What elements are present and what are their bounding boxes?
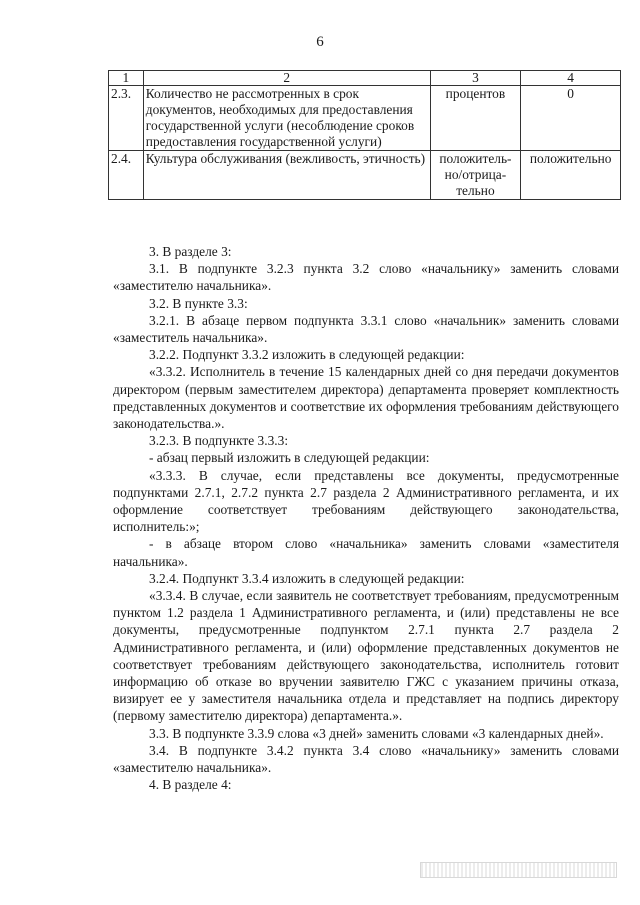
table-header-row bbox=[109, 71, 621, 86]
table-row bbox=[109, 151, 621, 200]
paragraph: 3.2.1. В абзаце первом подпункта 3.3.1 слово «начальник» заменить словами «заместитель начальника». bbox=[113, 312, 619, 346]
paragraph: «3.3.2. Исполнитель в течение 15 календарных дней со дня передачи документов директором (первым заместителем директора) департамента проверяет комплектность представленных документов и соответствие их оформления требованиям действующего законодательства.». bbox=[113, 364, 619, 432]
unit-cell: процентов bbox=[430, 86, 521, 151]
paragraph: «3.3.4. В случае, если заявитель не соответствует требованиям, предусмотренным пунктом 1.2 раздела 1 Административного регламента, и (или) представлены не все документы, предусмотренные подпунктом 2.7.1 пункта 2.7 раздела 2 Административного регламента, и (или) оформление представленных документов не соответствует требованиям действующего законодательства, исполнитель готовит информацию об отказе во вручении заявителю ГЖС с указанием причины отказа, визирует ее у заместителя начальника отдела и представляет на подпись директору (первому заместителю директора) департамента.». bbox=[113, 588, 619, 724]
value-cell: 0 bbox=[521, 86, 621, 151]
table-row bbox=[109, 86, 621, 151]
paragraph: 3.3. В подпункте 3.3.9 слова «3 дней» заменить словами «3 календарных дней». bbox=[149, 725, 604, 741]
faint-stamp-mark bbox=[420, 862, 617, 878]
indicators-table bbox=[108, 70, 621, 200]
row-number-cell: 2.3. bbox=[109, 86, 144, 151]
paragraph: 3.2.2. Подпункт 3.3.2 изложить в следующей редакции: bbox=[149, 347, 465, 363]
paragraph: 3. В разделе 3: bbox=[149, 244, 232, 259]
paragraph: 3.2.4. Подпункт 3.3.4 изложить в следующей редакции: bbox=[149, 570, 465, 586]
header-cell-2: 2 bbox=[143, 71, 430, 86]
paragraph: 3.2.3. В подпункте 3.3.3: bbox=[149, 433, 289, 449]
page-number: 6 bbox=[316, 34, 324, 50]
unit-cell: положитель-но/отрица-тельно bbox=[430, 151, 521, 200]
indicator-name-cell: Количество не рассмотренных в срок документов, необходимых для предоставления государственной услуги (несоблюдение сроков предоставления государственной услуги) bbox=[143, 86, 430, 151]
paragraph: 4. В разделе 4: bbox=[149, 777, 232, 793]
header-cell-3: 3 bbox=[430, 71, 521, 86]
header-cell-1: 1 bbox=[109, 71, 144, 86]
paragraph: - абзац первый изложить в следующей редакции: bbox=[149, 450, 430, 466]
paragraph: - в абзаце втором слово «начальника» заменить словами «заместителя начальника». bbox=[113, 536, 619, 569]
indicator-name-cell: Культура обслуживания (вежливость, этичность) bbox=[143, 151, 430, 200]
paragraph: 3.4. В подпункте 3.4.2 пункта 3.4 слово «начальнику» заменить словами «заместителю начальника». bbox=[113, 742, 619, 776]
paragraph: 3.1. В подпункте 3.2.3 пункта 3.2 слово «начальнику» заменить словами «заместителю начальника». bbox=[113, 261, 619, 294]
value-cell: положительно bbox=[521, 151, 621, 200]
row-number-cell: 2.4. bbox=[109, 151, 144, 200]
document-body bbox=[113, 243, 619, 794]
paragraph: «3.3.3. В случае, если представлены все документы, предусмотренные подпунктами 2.7.1, 2.7.2 пункта 2.7 раздела 2 Административного регламента, и их оформление соответствует требованиям действующего законодательства, исполнитель:»; bbox=[113, 467, 619, 535]
paragraph: 3.2. В пункте 3.3: bbox=[149, 295, 248, 311]
header-cell-4: 4 bbox=[521, 71, 621, 86]
